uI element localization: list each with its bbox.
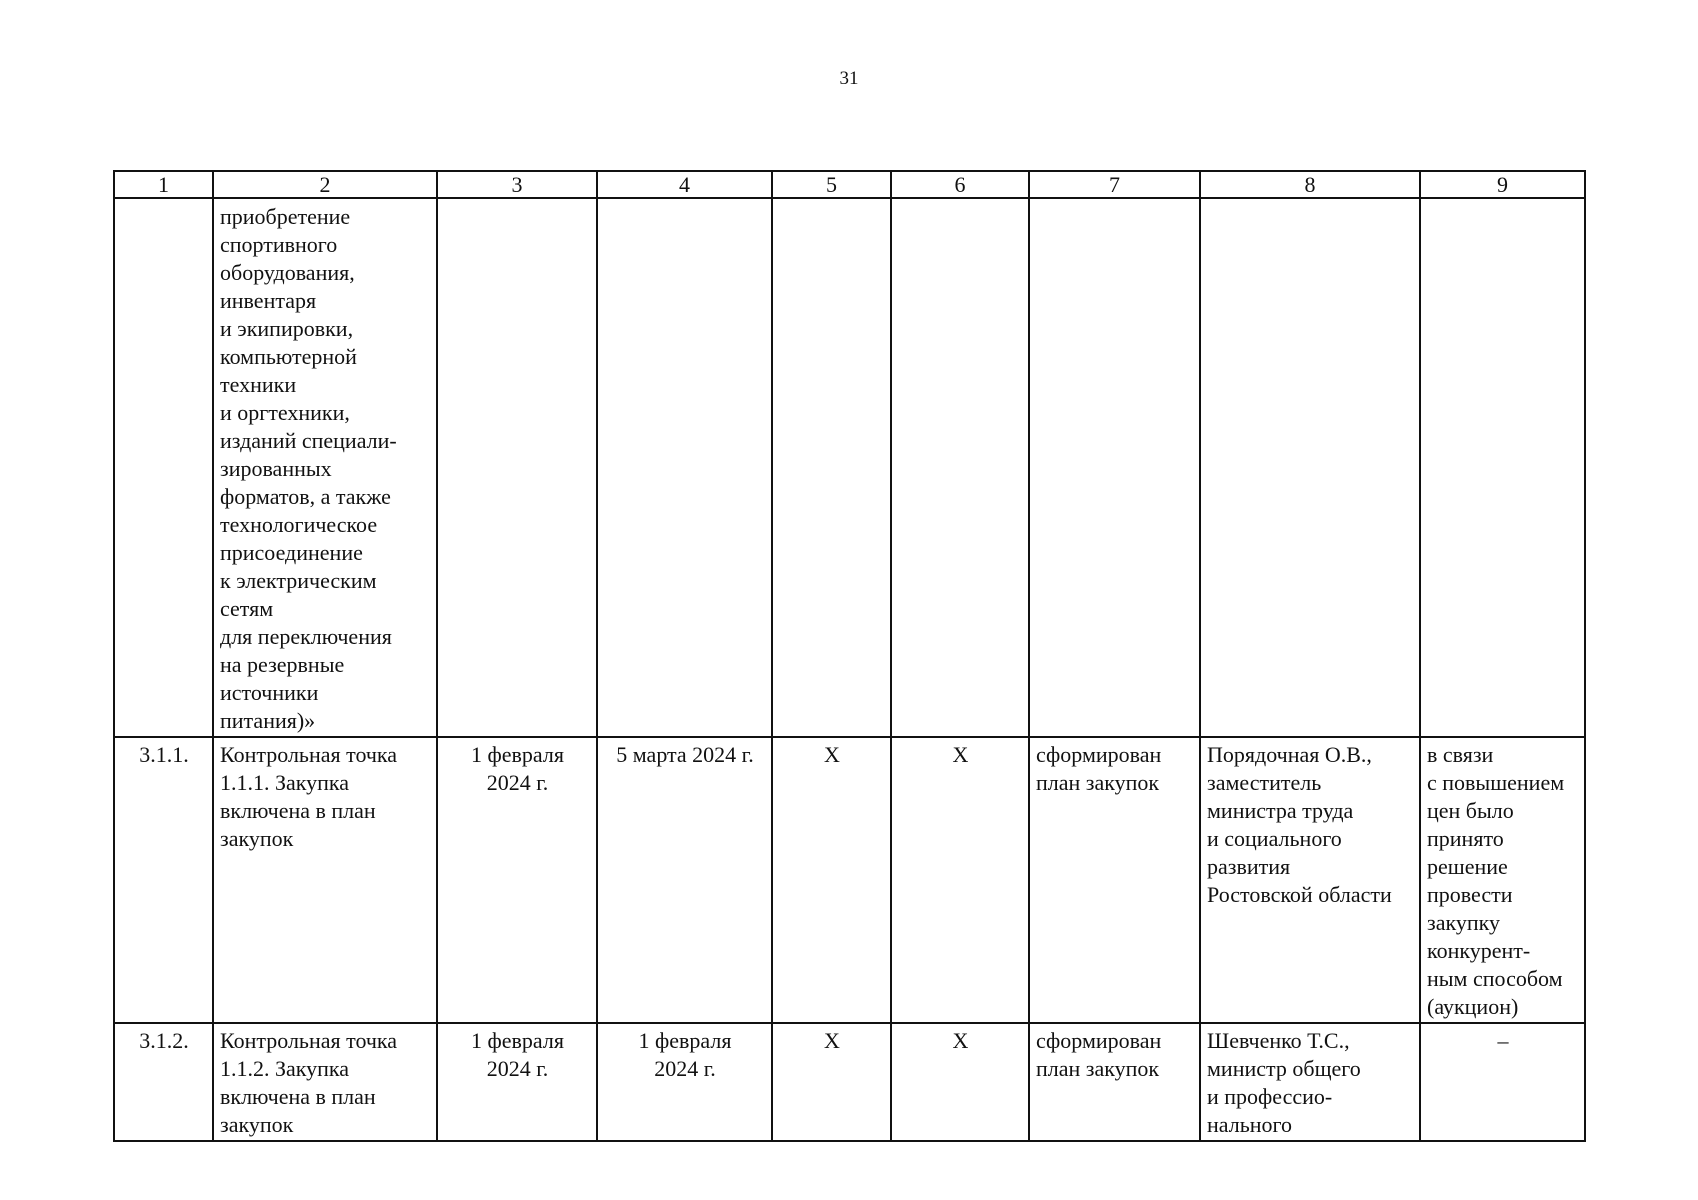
column-header-3: 3	[437, 171, 597, 198]
cell-note: –	[1420, 1023, 1585, 1141]
cell-col5: Х	[772, 737, 891, 1023]
column-number-row	[114, 171, 1585, 198]
table-body	[114, 198, 1585, 1141]
cell-result: сформирован план закупок	[1029, 737, 1200, 1023]
cell-responsible	[1200, 198, 1420, 737]
column-header-1: 1	[114, 171, 213, 198]
column-header-8: 8	[1200, 171, 1420, 198]
cell-number: 3.1.1.	[114, 737, 213, 1023]
table-header	[114, 171, 1585, 198]
cell-col6: Х	[891, 1023, 1029, 1141]
cell-fact-date	[597, 198, 772, 737]
cell-note: в связи с повышением цен было принято решение провести закупку конкурент- ным способом (аукцион)	[1420, 737, 1585, 1023]
column-header-6: 6	[891, 171, 1029, 198]
cell-col5	[772, 198, 891, 737]
cell-plan-date: 1 февраля 2024 г.	[437, 737, 597, 1023]
cell-col5: Х	[772, 1023, 891, 1141]
cell-description: приобретение спортивного оборудования, инвентаря и экипировки, компьютерной техники и оргтехники, изданий специали- зированных форматов, а также технологическое присоединение к электрическим сетям для переключения на резервные источники питания)»	[213, 198, 437, 737]
table-row	[114, 737, 1585, 1023]
table-row-continuation	[114, 198, 1585, 737]
column-header-5: 5	[772, 171, 891, 198]
cell-fact-date: 5 марта 2024 г.	[597, 737, 772, 1023]
cell-note	[1420, 198, 1585, 737]
column-header-4: 4	[597, 171, 772, 198]
cell-description: Контрольная точка 1.1.2. Закупка включена в план закупок	[213, 1023, 437, 1141]
cell-plan-date	[437, 198, 597, 737]
cell-plan-date: 1 февраля 2024 г.	[437, 1023, 597, 1141]
cell-number	[114, 198, 213, 737]
cell-responsible: Порядочная О.В., заместитель министра труда и социального развития Ростовской области	[1200, 737, 1420, 1023]
cell-result: сформирован план закупок	[1029, 1023, 1200, 1141]
table-row	[114, 1023, 1585, 1141]
report-table	[113, 170, 1586, 1142]
column-header-7: 7	[1029, 171, 1200, 198]
cell-result	[1029, 198, 1200, 737]
cell-number: 3.1.2.	[114, 1023, 213, 1141]
column-header-9: 9	[1420, 171, 1585, 198]
cell-col6	[891, 198, 1029, 737]
cell-fact-date: 1 февраля 2024 г.	[597, 1023, 772, 1141]
column-header-2: 2	[213, 171, 437, 198]
cell-description: Контрольная точка 1.1.1. Закупка включена в план закупок	[213, 737, 437, 1023]
cell-responsible: Шевченко Т.С., министр общего и профессио- нального	[1200, 1023, 1420, 1141]
page-number: 31	[839, 68, 859, 89]
cell-col6: Х	[891, 737, 1029, 1023]
